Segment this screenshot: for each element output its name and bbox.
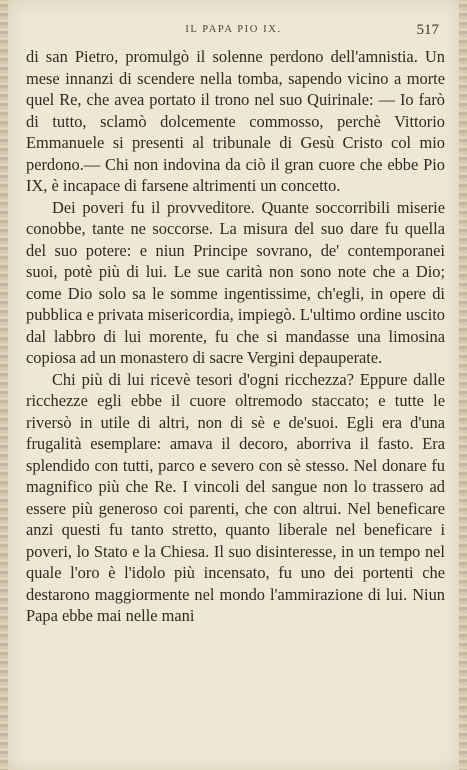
book-page	[8, 0, 459, 770]
page-header	[8, 22, 459, 42]
paragraph-3: Chi più di lui ricevè tesori d'ogni ricchezza? Eppure dalle ricchezze egli ebbe il cuore oltremodo staccato; e tutte le riversò in utile di altri, non di sè e de'suoi. Egli era d'una frugalità esemplare: amava il decoro, aborriva il fasto. Era splendido con tutti, parco e severo con sè stesso. Nel donare fu magnifico più che Re. I vincoli del sangue non lo trassero ad essere più generoso coi parenti, che con altrui. Nel beneficare anzi questi fu tanto stretto, quanto liberale nel beneficare i poveri, lo Stato e la Chiesa. Il suo disinteresse, in un tempo nel quale l'oro è l'idolo più incensato, fu uno dei portenti che destarono maggiormente nel mondo l'ammirazione di lui. Niun Papa ebbe mai nelle mani	[26, 369, 445, 625]
page-edge-left	[0, 0, 8, 770]
paragraph-2: Dei poveri fu il provveditore. Quante soccorribili miserie conobbe, tante ne soccorse. La misura del suo dare fu quella del suo potere: e niun Principe sovrano, de' contemporanei suoi, potè più di lui. Le sue carità non sono note che a Dio; come Dio solo sa le somme ingentissime, ch'egli, in opere di pubblica e privata misericordia, impiegò. L'ultimo ordine uscito dal labbro di lui morente, fu che si mandasse una limosina copiosa ad un monastero di sacre Vergini depauperate.	[26, 197, 445, 367]
page-edge-right	[459, 0, 467, 770]
body-text	[26, 46, 445, 627]
running-head: IL PAPA PIO IX.	[185, 24, 282, 35]
paragraph-1: di san Pietro, promulgò il solenne perdono dell'amnistia. Un mese innanzi di scendere nella tomba, sapendo vicino a morte quel Re, che avea portato il trono nel suo Quirinale: — Io farò di tutto, sclamò dolcemente commosso, perchè Vittorio Emmanuele si presenti al tribunale di Gesù Cristo col mio perdono.— Chi non indovina da ciò il gran cuore che ebbe Pio IX, è incapace di farsene altrimenti un concetto.	[26, 47, 445, 195]
page-number: 517	[416, 22, 439, 38]
